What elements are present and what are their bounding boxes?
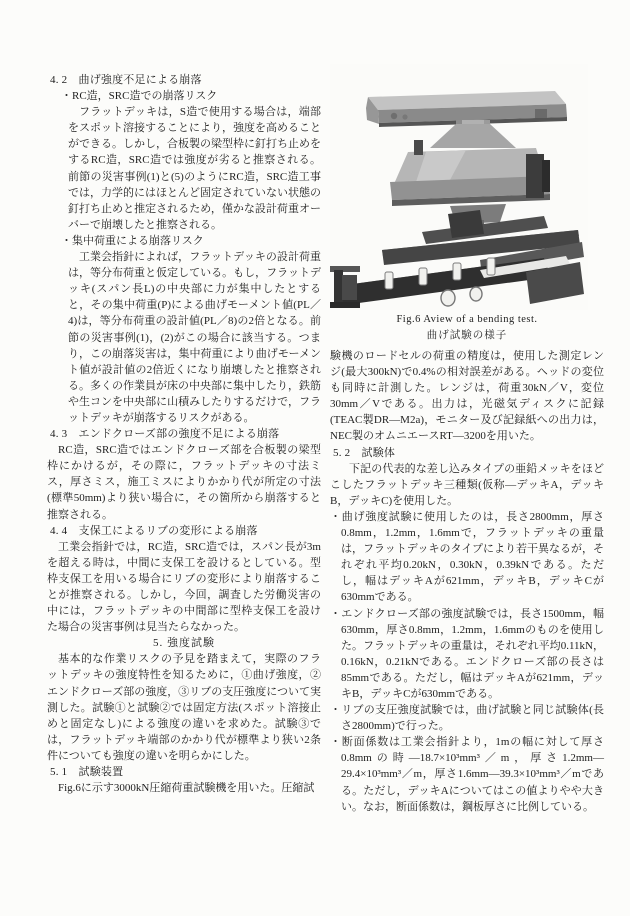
figure-6-caption-ja: 曲げ試験の様子 [426, 330, 508, 341]
paragraph-endclose-strength: RC造，SRC造ではエンドクローズ部を合板製の梁型枠にかけるが，その際に，フラットデッキの寸法ミス，厚さミス，施工ミスによりかかり代が所定の寸法(標準50mm)より狭い場合に，その箇所から崩落すると推察される。 [47, 444, 321, 521]
paragraph-shoring-rib: 工業会指針では，RC造，SRC造では，スパン長が3mを超える時は，中間に支保工を設けるとしている。型枠支保工を用いる場合にリブの変形により崩落することが推察される。しかし，今回，調査した労働災害の中には，フラットデッキの中間部に型枠支保工を設けた場合の災害事例は見当たらなかった。 [47, 540, 321, 634]
figure-6-caption-en: Fig.6 Aview of a bending test. [396, 314, 538, 325]
paragraph-load-cell-accuracy: 験機のロードセルの荷重の精度は，使用した測定レンジ(最大300kN)で0.4%の相対誤差がある。ヘッドの変位も同時に計測した。レンジは，荷重30kN／V，変位30mm／Vである。出力は，光磁気ディスクに記録(TEAC製DR—M2a)，モニター及び記録紙への出力は，NEC製のオムニエースRT—3200を用いた。 [330, 350, 604, 443]
left-column [47, 72, 321, 796]
section-5-2-heading: 5. 2 試験体 [333, 446, 396, 459]
section-4-2-heading: 4. 2 曲げ強度不足による崩落 [50, 74, 202, 86]
bullet-rc-src-risk: ・RC造，SRC造での崩落リスク [61, 90, 218, 103]
section-5-heading: 5. 強度試験 [153, 637, 215, 650]
right-column [330, 64, 604, 815]
paragraph-specimens-intro: 下記の代表的な差し込みタイプの亜鉛メッキをほどこしたフラットデッキ三種類(仮称—デッキA，デッキB，デッキC)を使用した。 [330, 462, 604, 507]
bullet-endclose-test-specimens: ・エンドクローズ部の強度試験では，長さ1500mm，幅630mm，厚さ0.8mm，1.2mm，1.6mmのものを使用した。フラットデッキの重量は，それぞれ平均0.11kN，0.16kN，0.21kNである。エンドクローズ部の長さは85mmである。ただし，幅はデッキAが621mm，デッキB，デッキCが630mmである。 [330, 607, 604, 700]
bullet-section-modulus: ・断面係数は工業会指針より，1mの幅に対して厚さ0.8mmの時—18.7×10³mm³／m，厚さ1.2mm—29.4×10³mm³／m，厚さ1.6mm—39.3×10³mm³／mである。ただし，デッキAについてはこの値よりやや大きい。なお，断面係数は，鋼板厚さに比例している。 [330, 736, 604, 813]
section-4-4-heading: 4. 4 支保工によるリブの変形による崩落 [50, 524, 258, 537]
section-5-1-heading: 5. 1 試験装置 [50, 766, 124, 779]
figure-6-photo [330, 64, 588, 310]
paragraph-test-apparatus: Fig.6に示す3000kN圧縮荷重試験機を用いた。圧縮試 [58, 782, 315, 795]
section-4-3-heading: 4. 3 エンドクローズ部の強度不足による崩落 [50, 428, 280, 441]
bullet-concentrated-load-risk: ・集中荷重による崩落リスク [61, 234, 204, 247]
bending-test-machine-illustration [330, 64, 588, 310]
paragraph-concentrated-load: 工業会指針によれば，フラットデッキの設計荷重は，等分布荷重と仮定している。もし，フラットデッキ(スパン長L)の中央部に力が集中したとすると，その集中荷重(P)による曲げモーメント値(PL／4)は，等分布荷重の設計値(PL／8)の2倍となる。前節の災害事例(1)，(2)がこの場合に該当する。つまり，この崩落災害は，集中荷重により曲げモーメント値が設計値の2倍近くになり崩壊したと推察される。多くの作業員が床の中央部に集中したり，鉄筋や生コンを中央部に山積みしたりするだけで，フラットデッキが崩落するリスクがある。 [68, 251, 321, 424]
paragraph-flatdeck-spot-weld: フラットデッキは，S造で使用する場合は，端部をスポット溶接することにより，強度を高めることができる。しかし，合板製の梁型枠に釘打ち止めをするRC造，SRC造では強度が劣ると推察される。前節の災害事例(1)と(5)のようにRC造，SRC造工事では，力学的にはほとんど固定されていない状態の釘打ち止めと推定されるため，僅かな設計荷重オーバーで崩壊したと推察される。 [68, 106, 321, 231]
bullet-rib-bearing-test-specimens: ・リブの支圧強度試験では，曲げ試験と同じ試験体(長さ2800mm)で行った。 [330, 704, 604, 733]
paragraph-strength-test-intro: 基本的な作業リスクの予見を踏まえて，実際のフラットデッキの強度特性を知るために，①曲げ強度，②エンドクローズ部の強度，③リブの支圧強度について実測した。試験①と試験②では固定方法(スポット溶接止めと固定なし)による強度の違いを求めた。試験③では，フラットデッキ端部のかかり代が標準より狭い2条件についても強度の違いを明らかにした。 [47, 653, 322, 762]
bullet-bending-test-specimens: ・曲げ強度試験に使用したのは，長さ2800mm，厚さ0.8mm，1.2mm，1.6mmで，フラットデッキの重量は，フラットデッキのタイプにより若干異なるが，それぞれ平均0.20kN，0.30kN，0.39kNである。ただし，幅はデッキAが621mm，デッキB，デッキCが630mmである。 [330, 510, 605, 604]
